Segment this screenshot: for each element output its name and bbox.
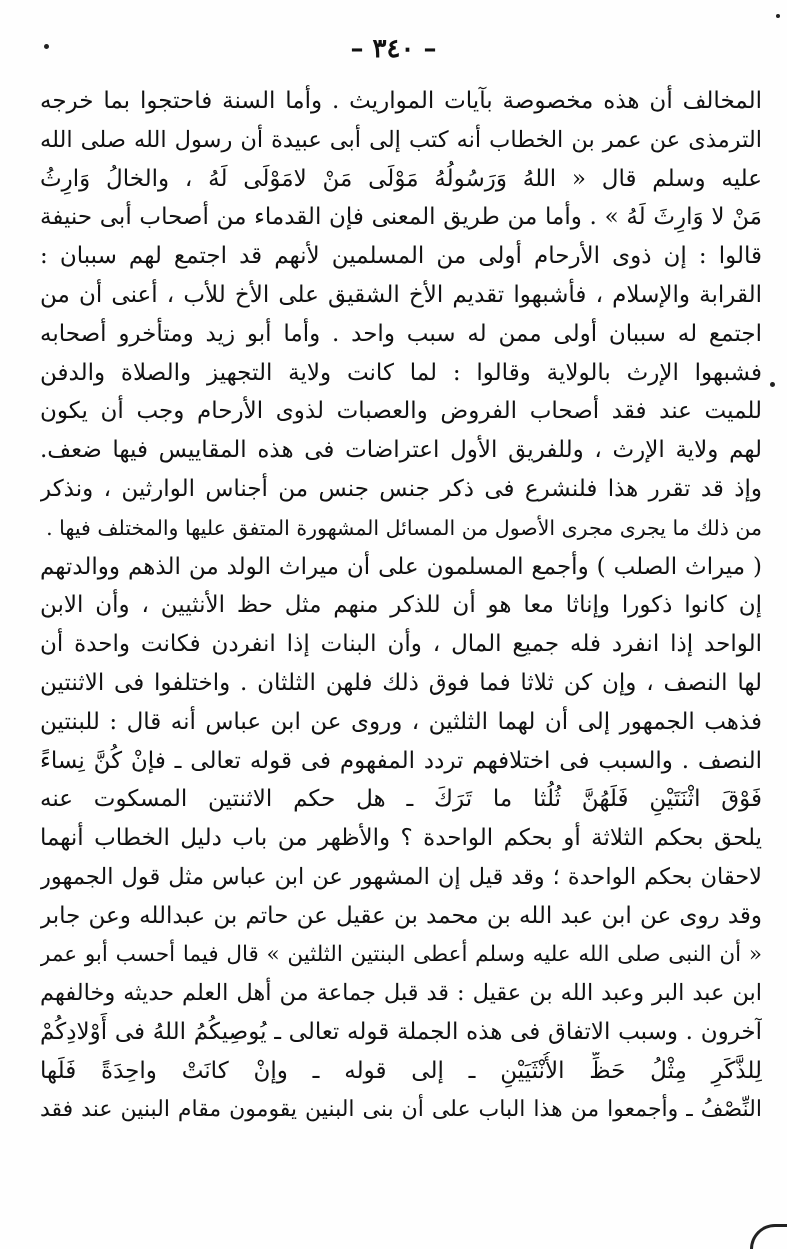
text-line-5: قالوا : إن ذوى الأرحام أولى من المسلمين لأنهم قد اجتمع لهم سببان :: [40, 243, 762, 270]
print-speck: [770, 382, 775, 387]
print-speck: [776, 14, 780, 18]
text-line-3: عليه وسلم قال « اللهُ وَرَسُولُهُ مَوْلَى مَنْ لامَوْلَى لَهُ ، والخالُ وَارِثُ: [40, 165, 762, 192]
text-line-18: النصف . والسبب فى اختلافهم تردد المفهوم فى قوله تعالى ـ فإنْ كُنَّ نِساءً: [40, 747, 762, 774]
text-line-15: الواحد إذا انفرد فله جميع المال ، وأن البنات إذا انفردن فكانت واحدة أن: [40, 631, 762, 658]
text-line-22: وقد روى عن ابن عبد الله بن محمد بن عقيل عن حاتم بن عبدالله وعن جابر: [40, 902, 762, 929]
text-line-26: لِلذَّكَرِ مِثْلُ حَظِّ الأُنْثَيَيْنِ ـ إلى قوله ـ وإنْ كانَتْ واحِدَةً فَلَها: [40, 1057, 762, 1084]
text-line-11: وإذ قد تقرر هذا فلنشرع فى ذكر جنس جنس من أجناس الوارثين ، ونذكر: [40, 475, 762, 502]
text-line-13: ( ميراث الصلب ) وأجمع المسلمون على أن ميراث الولد من الذهم ووالدتهم: [40, 553, 762, 580]
body-text: [40, 82, 762, 1130]
text-line-2: الترمذى عن عمر بن الخطاب أنه كتب إلى أبى عبيدة أن رسول الله صلى الله: [40, 126, 762, 153]
page-corner-mark: [750, 1224, 787, 1249]
text-line-27: النِّصْفُ ـ وأجمعوا من هذا الباب على أن بنى البنين يقومون مقام البنين عند فقد: [40, 1096, 762, 1122]
print-speck: [44, 44, 49, 49]
text-line-10: لهم ولاية الإرث ، وللفريق الأول اعتراضات فى هذه المقاييس فيها ضعف.: [40, 437, 762, 464]
page-number: – ٣٤٠ –: [350, 34, 437, 64]
text-line-6: القرابة والإسلام ، فأشبهوا تقديم الأخ الشقيق على الأخ للأب ، أعنى أن من: [40, 281, 762, 308]
text-line-4: مَنْ لا وَارِثَ لَهُ » . وأما من طريق المعنى فإن القدماء من أصحاب أبى حنيفة: [40, 204, 762, 231]
text-line-23: « أن النبى صلى الله عليه وسلم أعطى البنتين الثلثين » قال فيما أحسب أبو عمر: [40, 941, 762, 967]
text-line-20: يلحق بحكم الثلاثة أو بحكم الواحدة ؟ والأظهر من باب دليل الخطاب أنهما: [40, 825, 762, 852]
text-line-25: آخرون . وسبب الاتفاق فى هذه الجملة قوله تعالى ـ يُوصِيكُمُ اللهُ فى أَوْلادِكُمْ: [40, 1019, 762, 1046]
text-line-14: إن كانوا ذكورا وإناثا معا هو أن للذكر منهم مثل حظ الأنثيين ، وأن الابن: [40, 592, 762, 619]
text-line-8: فشبهوا الإرث بالولاية وقالوا : لما كانت ولاية التجهيز والصلاة والدفن: [40, 359, 762, 386]
text-line-7: اجتمع له سببان أولى ممن له سبب واحد . وأما أبو زيد ومتأخرو أصحابه: [40, 320, 762, 347]
text-line-19: فَوْقَ اثْنَتَيْنِ فَلَهُنَّ ثُلُثا ما تَرَكَ ـ هل حكم الاثنتين المسكوت عنه: [40, 786, 762, 813]
text-line-17: فذهب الجمهور إلى أن لهما الثلثين ، وروى عن ابن عباس أنه قال : للبنتين: [40, 708, 762, 735]
text-line-1: المخالف أن هذه مخصوصة بآيات المواريث . وأما السنة فاحتجوا بما خرجه: [40, 88, 762, 114]
text-line-24: ابن عبد البر وعبد الله بن عقيل : قد قبل جماعة من أهل العلم حديثه وخالفهم: [40, 980, 762, 1007]
text-line-12: من ذلك ما يجرى مجرى الأصول من المسائل المشهورة المتفق عليها والمختلف فيها .: [46, 515, 762, 540]
text-line-9: للميت عند فقد أصحاب الفروض والعصبات لذوى الأرحام وجب أن يكون: [40, 398, 762, 425]
text-line-21: لاحقان بحكم الواحدة ؛ وقد قيل إن المشهور عن ابن عباس مثل قول الجمهور: [40, 863, 762, 890]
text-line-16: لها النصف ، وإن كن ثلاثا فما فوق ذلك فلهن الثلثان . واختلفوا فى الاثنتين: [40, 669, 762, 696]
